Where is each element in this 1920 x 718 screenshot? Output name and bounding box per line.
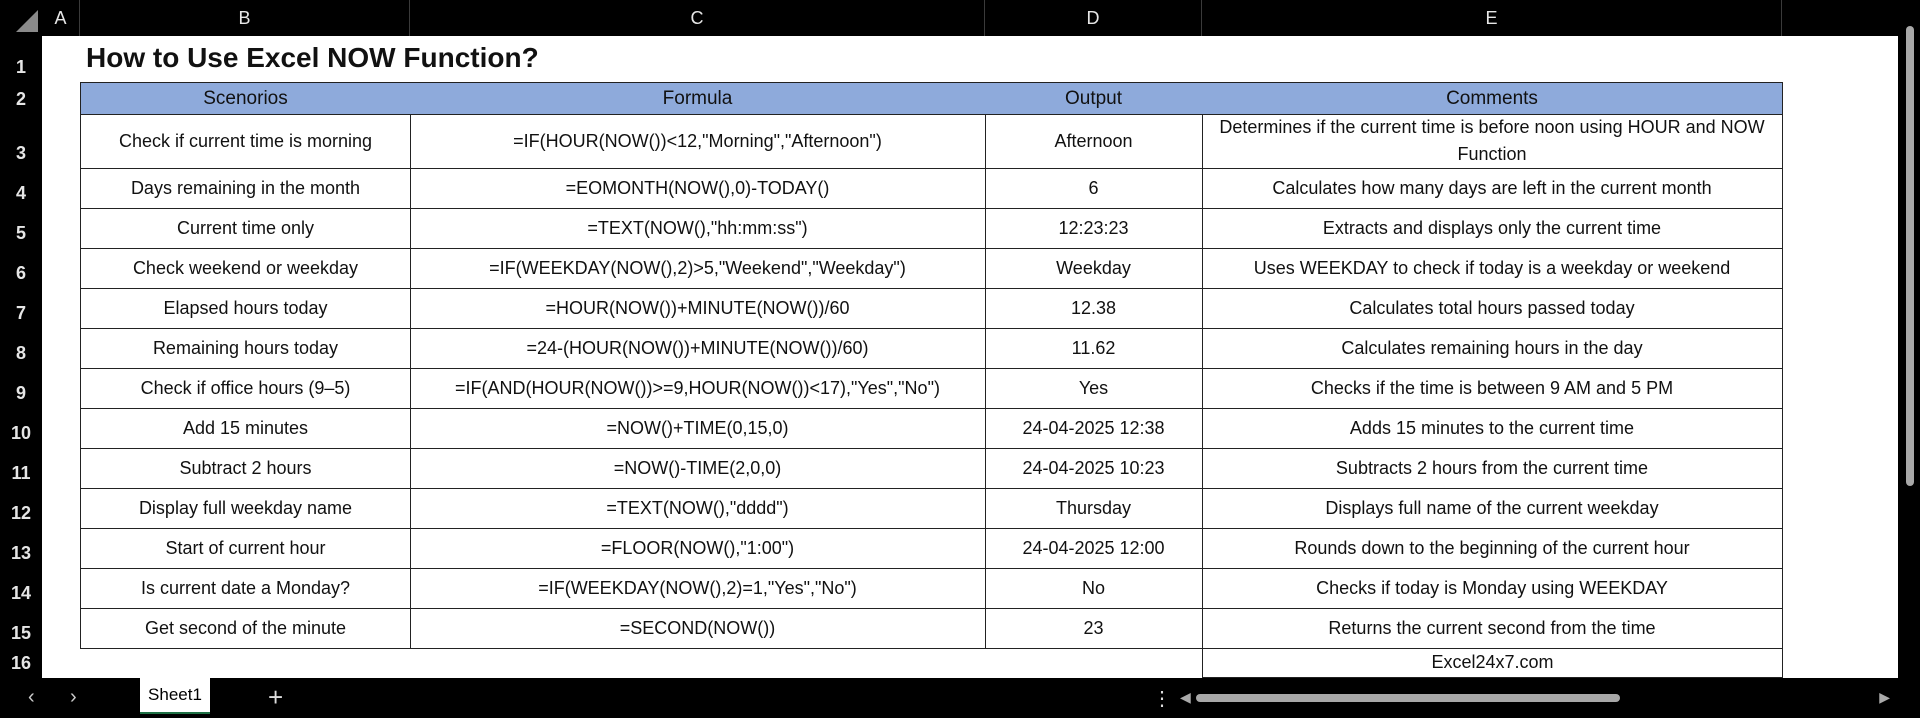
scenario-cell[interactable]: Check if current time is morning	[80, 114, 411, 169]
comment-cell[interactable]: Uses WEEKDAY to check if today is a weekday or weekend	[1202, 248, 1783, 289]
column-header-e[interactable]: E	[1202, 0, 1782, 36]
prev-sheet-button[interactable]: ‹	[28, 686, 35, 708]
table-header-output[interactable]: Output	[985, 82, 1203, 115]
table-header-formula[interactable]: Formula	[410, 82, 986, 115]
page-title: How to Use Excel NOW Function?	[86, 42, 539, 73]
row-header-3[interactable]: 3	[15, 143, 26, 163]
vertical-scroll-thumb[interactable]	[1906, 26, 1914, 486]
scenario-cell[interactable]: Display full weekday name	[80, 488, 411, 529]
column-header-b[interactable]: B	[80, 0, 410, 36]
scenario-cell[interactable]: Get second of the minute	[80, 608, 411, 649]
formula-cell[interactable]: =IF(HOUR(NOW())<12,"Morning","Afternoon")	[410, 114, 986, 169]
formula-cell[interactable]: =EOMONTH(NOW(),0)-TODAY()	[410, 168, 986, 209]
output-cell[interactable]: Thursday	[985, 488, 1203, 529]
scenario-cell[interactable]: Is current date a Monday?	[80, 568, 411, 609]
row-header-11[interactable]: 11	[11, 463, 31, 483]
row-header-9[interactable]: 9	[15, 383, 26, 403]
comment-cell[interactable]: Displays full name of the current weekday	[1202, 488, 1783, 529]
row-header-1[interactable]: 1	[15, 57, 26, 77]
formula-cell[interactable]: =IF(WEEKDAY(NOW(),2)>5,"Weekend","Weekday")	[410, 248, 986, 289]
comment-cell[interactable]: Checks if the time is between 9 AM and 5 PM	[1202, 368, 1783, 409]
table-header-scenarios[interactable]: Scenorios	[80, 82, 411, 115]
formula-cell[interactable]: =FLOOR(NOW(),"1:00")	[410, 528, 986, 569]
scenario-cell[interactable]: Current time only	[80, 208, 411, 249]
output-cell[interactable]: No	[985, 568, 1203, 609]
output-cell[interactable]: Yes	[985, 368, 1203, 409]
scenario-cell[interactable]: Subtract 2 hours	[80, 448, 411, 489]
horizontal-scroll-thumb[interactable]	[1196, 694, 1620, 702]
vertical-scrollbar[interactable]	[1898, 18, 1920, 678]
table-header-comments[interactable]: Comments	[1202, 82, 1783, 115]
formula-cell[interactable]: =NOW()+TIME(0,15,0)	[410, 408, 986, 449]
comment-cell[interactable]: Determines if the current time is before noon using HOUR and NOW Function	[1202, 114, 1783, 169]
scenario-cell[interactable]: Add 15 minutes	[80, 408, 411, 449]
scenario-cell[interactable]: Start of current hour	[80, 528, 411, 569]
scenario-cell[interactable]: Check if office hours (9–5)	[80, 368, 411, 409]
output-cell[interactable]: 24-04-2025 10:23	[985, 448, 1203, 489]
formula-cell[interactable]: =HOUR(NOW())+MINUTE(NOW())/60	[410, 288, 986, 329]
comment-cell[interactable]: Calculates how many days are left in the current month	[1202, 168, 1783, 209]
row-header-14[interactable]: 14	[10, 583, 32, 603]
formula-cell[interactable]: =TEXT(NOW(),"hh:mm:ss")	[410, 208, 986, 249]
sheet-tab-bar	[0, 678, 1920, 718]
select-all-icon	[16, 10, 38, 32]
output-cell[interactable]: 12:23:23	[985, 208, 1203, 249]
output-cell[interactable]: 24-04-2025 12:00	[985, 528, 1203, 569]
formula-cell[interactable]: =TEXT(NOW(),"dddd")	[410, 488, 986, 529]
formula-cell[interactable]: =IF(AND(HOUR(NOW())>=9,HOUR(NOW())<17),"Yes","No")	[410, 368, 986, 409]
scenario-cell[interactable]: Elapsed hours today	[80, 288, 411, 329]
column-header-c[interactable]: C	[410, 0, 985, 36]
comment-cell[interactable]: Subtracts 2 hours from the current time	[1202, 448, 1783, 489]
row-header-8[interactable]: 8	[15, 343, 26, 363]
comment-cell[interactable]: Calculates total hours passed today	[1202, 288, 1783, 329]
column-header-a[interactable]: A	[42, 0, 80, 36]
comment-cell[interactable]: Extracts and displays only the current time	[1202, 208, 1783, 249]
output-cell[interactable]: Weekday	[985, 248, 1203, 289]
column-header-d[interactable]: D	[985, 0, 1202, 36]
scenario-cell[interactable]: Days remaining in the month	[80, 168, 411, 209]
source-note: Excel24x7.com	[1202, 648, 1783, 678]
output-cell[interactable]: 12.38	[985, 288, 1203, 329]
formula-cell[interactable]: =SECOND(NOW())	[410, 608, 986, 649]
output-cell[interactable]: 24-04-2025 12:38	[985, 408, 1203, 449]
column-header-blank	[1782, 0, 1898, 36]
comment-cell[interactable]: Returns the current second from the time	[1202, 608, 1783, 649]
row-header-6[interactable]: 6	[15, 263, 26, 283]
sheet-tab[interactable]: Sheet1	[140, 678, 210, 714]
row-header-2[interactable]: 2	[15, 89, 26, 109]
output-cell[interactable]: 6	[985, 168, 1203, 209]
row-header-12[interactable]: 12	[10, 503, 32, 523]
row-header-7[interactable]: 7	[15, 303, 26, 323]
scroll-right-icon[interactable]: ▶	[1879, 689, 1890, 705]
worksheet-grid[interactable]	[42, 36, 1898, 678]
comment-cell[interactable]: Calculates remaining hours in the day	[1202, 328, 1783, 369]
select-all-corner[interactable]	[0, 0, 42, 36]
row-header-16[interactable]: 16	[10, 653, 32, 673]
output-cell[interactable]: 23	[985, 608, 1203, 649]
comment-cell[interactable]: Adds 15 minutes to the current time	[1202, 408, 1783, 449]
formula-cell[interactable]: =24-(HOUR(NOW())+MINUTE(NOW())/60)	[410, 328, 986, 369]
comment-cell[interactable]: Rounds down to the beginning of the current hour	[1202, 528, 1783, 569]
row-header-13[interactable]: 13	[10, 543, 32, 563]
add-sheet-button[interactable]: +	[268, 682, 284, 712]
output-cell[interactable]: 11.62	[985, 328, 1203, 369]
output-cell[interactable]: Afternoon	[985, 114, 1203, 169]
formula-cell[interactable]: =NOW()-TIME(2,0,0)	[410, 448, 986, 489]
more-options-icon[interactable]: ⋮	[1152, 688, 1172, 710]
scenario-cell[interactable]: Remaining hours today	[80, 328, 411, 369]
next-sheet-button[interactable]: ›	[70, 686, 77, 708]
comment-cell[interactable]: Checks if today is Monday using WEEKDAY	[1202, 568, 1783, 609]
row-header-4[interactable]: 4	[15, 183, 26, 203]
row-header-5[interactable]: 5	[15, 223, 26, 243]
formula-cell[interactable]: =IF(WEEKDAY(NOW(),2)=1,"Yes","No")	[410, 568, 986, 609]
scroll-left-icon[interactable]: ◀	[1180, 689, 1191, 705]
row-header-10[interactable]: 10	[10, 423, 32, 443]
row-header-15[interactable]: 15	[10, 623, 32, 643]
scenario-cell[interactable]: Check weekend or weekday	[80, 248, 411, 289]
horizontal-scrollbar[interactable]	[1180, 690, 1890, 706]
